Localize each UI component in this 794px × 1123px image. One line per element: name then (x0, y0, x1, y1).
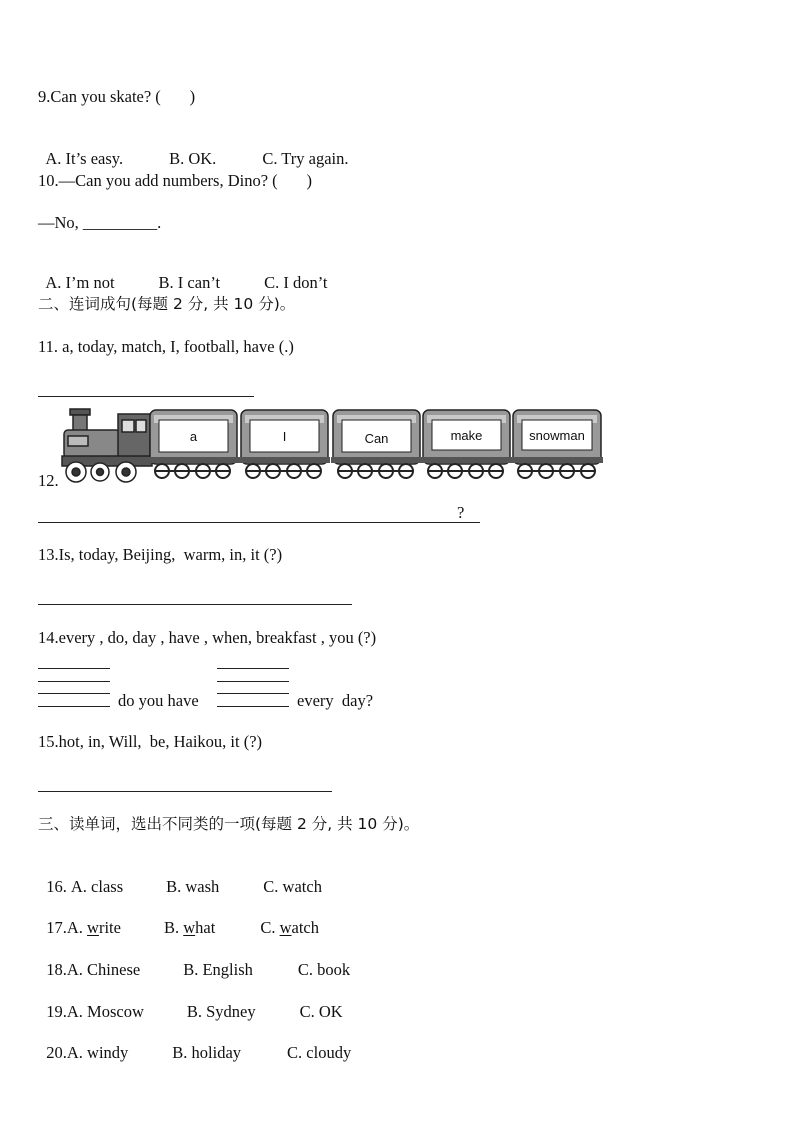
question-9-options (38, 129, 349, 169)
train-illustration (60, 406, 605, 488)
train-car-1 (148, 410, 239, 478)
question-10-options (38, 253, 328, 293)
option-a: A. windy (66, 1043, 129, 1062)
question-19 (38, 982, 343, 1022)
question-10: 10.—Can you add numbers, Dino? ( ) (38, 171, 313, 190)
option-b: B. I can’t (158, 273, 221, 292)
car-word-5: snowman (529, 428, 585, 443)
option-b: B. holiday (172, 1043, 242, 1062)
option-b: B. Sydney (186, 1002, 256, 1021)
option-b: B. English (183, 960, 253, 979)
answer-line-14b (38, 681, 110, 682)
answer-line-11 (38, 396, 254, 397)
train-car-4 (421, 410, 512, 478)
question-17 (38, 898, 319, 938)
answer-line-14g (217, 693, 289, 694)
question-9: 9.Can you skate? ( ) (38, 87, 196, 106)
question-number: 20. (46, 1043, 67, 1062)
question-14-end: every day? (297, 691, 374, 710)
question-20 (38, 1023, 351, 1063)
option-c: C. watch (260, 918, 319, 937)
question-number: 17. (46, 918, 67, 937)
question-12-number: 12. (38, 471, 59, 490)
question-number: 19. (46, 1002, 67, 1021)
answer-line-14e (217, 668, 289, 669)
answer-line-14c (38, 693, 110, 694)
question-number: 16. (46, 877, 67, 896)
option-c: C. book (297, 960, 351, 979)
car-word-4: make (450, 428, 483, 443)
question-11: 11. a, today, match, I, football, have (.) (38, 337, 294, 356)
question-15: 15.hot, in, Will, be, Haikou, it (?) (38, 732, 263, 751)
train-car-3 (331, 410, 422, 478)
answer-line-14f (217, 681, 289, 682)
option-a: A. Chinese (66, 960, 141, 979)
question-14-middle: do you have (118, 691, 199, 710)
car-word-3: Can (364, 431, 389, 446)
car-word-2: I (282, 429, 287, 444)
answer-line-12 (38, 522, 480, 523)
question-10-reply: —No, _________. (38, 213, 162, 232)
option-b: B. what (163, 918, 216, 937)
answer-line-13 (38, 604, 352, 605)
question-16 (38, 857, 322, 897)
option-a: A. write (66, 918, 121, 937)
option-c: C. Try again. (262, 149, 349, 168)
train-car-5 (511, 410, 603, 478)
question-14: 14.every , do, day , have , when, breakfast , you (?) (38, 628, 377, 647)
car-word-1: a (189, 429, 198, 444)
option-b: B. OK. (169, 149, 217, 168)
question-13: 13.Is, today, Beijing, warm, in, it (?) (38, 545, 283, 564)
answer-line-14d (38, 706, 110, 707)
answer-line-15 (38, 791, 332, 792)
section-2-title: 二、连词成句(每题 2 分, 共 10 分)。 (38, 295, 296, 313)
option-a: A. I’m not (45, 273, 115, 292)
question-number: 18. (46, 960, 67, 979)
option-a: A. It’s easy. (45, 149, 124, 168)
option-c: C. cloudy (287, 1043, 352, 1062)
answer-line-14h (217, 706, 289, 707)
question-18 (38, 940, 350, 980)
option-c: C. I don’t (264, 273, 328, 292)
locomotive-icon (62, 409, 152, 482)
option-a: A. class (70, 877, 124, 896)
question-12-end-mark: ? (457, 503, 465, 522)
option-b: B. wash (166, 877, 220, 896)
option-c: C. OK (299, 1002, 343, 1021)
option-a: A. Moscow (66, 1002, 144, 1021)
section-3-title: 三、读单词，选出不同类的一项(每题 2 分, 共 10 分)。 (38, 815, 420, 833)
answer-line-14a (38, 668, 110, 669)
option-c: C. watch (263, 877, 322, 896)
train-car-2 (239, 410, 330, 478)
